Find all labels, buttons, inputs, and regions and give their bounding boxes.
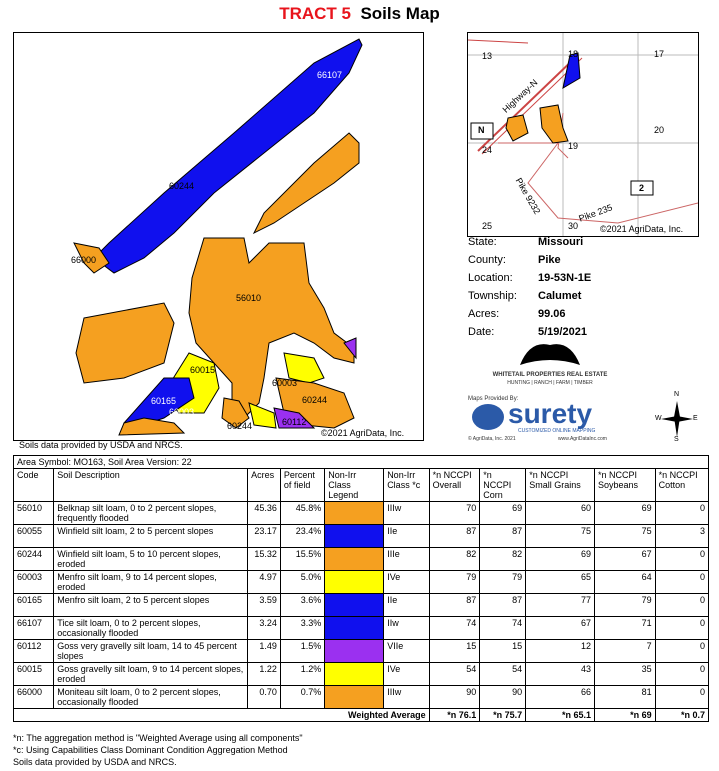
nccpi-overall: 15 bbox=[429, 640, 480, 663]
nccpi-overall: 54 bbox=[429, 663, 480, 686]
class-legend-swatch bbox=[325, 663, 384, 686]
soil-percent: 1.2% bbox=[280, 663, 324, 686]
soil-code: 66107 bbox=[14, 617, 54, 640]
map-label: 66000 bbox=[71, 255, 97, 265]
weighted-corn: *n 75.7 bbox=[480, 709, 526, 722]
nccpi-overall: 79 bbox=[429, 571, 480, 594]
col-header: Percent of field bbox=[280, 469, 324, 502]
legend-color bbox=[325, 571, 383, 593]
nccpi-small-grains: 60 bbox=[526, 502, 595, 525]
nccpi-corn: 74 bbox=[480, 617, 526, 640]
acres-label: Acres: bbox=[468, 308, 500, 320]
globe-icon bbox=[472, 404, 504, 430]
road-label: Highway-N bbox=[500, 77, 540, 115]
nccpi-corn: 90 bbox=[480, 686, 526, 709]
soil-description: Winfield silt loam, 5 to 10 percent slopes, eroded bbox=[54, 548, 248, 571]
table-row bbox=[14, 686, 709, 709]
map-label: 60003 bbox=[272, 378, 298, 388]
nccpi-cotton: 0 bbox=[655, 594, 708, 617]
location-label: Location: bbox=[468, 272, 513, 284]
table-row bbox=[14, 502, 709, 525]
legend-color bbox=[325, 502, 383, 524]
soil-description: Goss gravelly silt loam, 9 to 14 percent slopes, eroded bbox=[54, 663, 248, 686]
nccpi-soybeans: 71 bbox=[594, 617, 655, 640]
road-label: Pike 9232 bbox=[513, 176, 543, 216]
surety-tagline: CUSTOMIZED ONLINE MAPPING bbox=[518, 428, 596, 434]
compass-rose bbox=[655, 391, 699, 443]
soil-acres: 15.32 bbox=[248, 548, 281, 571]
soil-acres: 3.59 bbox=[248, 594, 281, 617]
col-header: *n NCCPI Corn bbox=[480, 469, 526, 502]
soil-description: Belknap silt loam, 0 to 2 percent slopes, frequently flooded bbox=[54, 502, 248, 525]
soil-description: Tice silt loam, 0 to 2 percent slopes, occasionally flooded bbox=[54, 617, 248, 640]
weighted-label: Weighted Average bbox=[14, 709, 430, 722]
inset-section: 30 bbox=[568, 221, 579, 231]
footnote: *c: Using Capabilities Class Dominant Condition Aggregation Method bbox=[13, 745, 288, 755]
whitetail-tagline: HUNTING | RANCH | FARM | TIMBER bbox=[507, 380, 593, 386]
soil-code: 66000 bbox=[14, 686, 54, 709]
inset-copyright: ©2021 AgriData, Inc. bbox=[600, 224, 684, 234]
township-value: Calumet bbox=[538, 290, 582, 302]
state-value: Missouri bbox=[538, 236, 584, 248]
footnote: *n: The aggregation method is "Weighted Average using all components" bbox=[13, 733, 303, 743]
nccpi-corn: 87 bbox=[480, 594, 526, 617]
soil-description: Winfield silt loam, 2 to 5 percent slopes bbox=[54, 525, 248, 548]
legend-color bbox=[325, 663, 383, 685]
soil-code: 56010 bbox=[14, 502, 54, 525]
class-legend-swatch bbox=[325, 640, 384, 663]
location-value: 19-53N-1E bbox=[538, 272, 592, 284]
nccpi-small-grains: 43 bbox=[526, 663, 595, 686]
compass-s: S bbox=[674, 436, 679, 443]
map-label: 60244 bbox=[302, 395, 328, 405]
township-label: Township: bbox=[468, 290, 517, 302]
nccpi-soybeans: 75 bbox=[594, 525, 655, 548]
nccpi-small-grains: 69 bbox=[526, 548, 595, 571]
soil-description: Menfro silt loam, 2 to 5 percent slopes bbox=[54, 594, 248, 617]
col-header: Non-Irr Class Legend bbox=[325, 469, 384, 502]
surety-wordmark: surety bbox=[508, 398, 593, 429]
non-irr-class: IIIw bbox=[384, 502, 429, 525]
inset-section: 25 bbox=[482, 221, 493, 231]
legend-color bbox=[325, 617, 383, 639]
non-irr-class: IVe bbox=[384, 663, 429, 686]
nccpi-small-grains: 77 bbox=[526, 594, 595, 617]
class-legend-swatch bbox=[325, 617, 384, 640]
nccpi-overall: 70 bbox=[429, 502, 480, 525]
map-label: 60015 bbox=[190, 365, 216, 375]
inset-section: 24 bbox=[482, 145, 493, 155]
nccpi-cotton: 0 bbox=[655, 502, 708, 525]
title-text: Soils Map bbox=[360, 4, 440, 23]
nccpi-small-grains: 75 bbox=[526, 525, 595, 548]
soil-percent: 23.4% bbox=[280, 525, 324, 548]
table-row bbox=[14, 548, 709, 571]
legend-color bbox=[325, 548, 383, 570]
nccpi-small-grains: 65 bbox=[526, 571, 595, 594]
date-value: 5/19/2021 bbox=[538, 326, 587, 338]
soil-description: Menfro silt loam, 9 to 14 percent slopes, eroded bbox=[54, 571, 248, 594]
soil-percent: 15.5% bbox=[280, 548, 324, 571]
legend-color bbox=[325, 525, 383, 547]
class-legend-swatch bbox=[325, 571, 384, 594]
col-header: Soil Description bbox=[54, 469, 248, 502]
table-row bbox=[14, 617, 709, 640]
tract-label: TRACT 5 bbox=[279, 4, 351, 23]
class-legend-swatch bbox=[325, 594, 384, 617]
table-header-row bbox=[14, 469, 709, 502]
state-label: State: bbox=[468, 236, 497, 248]
nccpi-cotton: 0 bbox=[655, 686, 708, 709]
soil-description: Goss very gravelly silt loam, 14 to 45 percent slopes bbox=[54, 640, 248, 663]
soils-table bbox=[13, 455, 709, 722]
inset-section: 13 bbox=[482, 51, 493, 61]
soil-percent: 3.3% bbox=[280, 617, 324, 640]
nccpi-corn: 82 bbox=[480, 548, 526, 571]
date-label: Date: bbox=[468, 326, 495, 338]
map-label: 56010 bbox=[236, 293, 262, 303]
nccpi-small-grains: 66 bbox=[526, 686, 595, 709]
weighted-soybeans: *n 69 bbox=[594, 709, 655, 722]
nccpi-overall: 87 bbox=[429, 594, 480, 617]
soil-percent: 1.5% bbox=[280, 640, 324, 663]
soil-acres: 1.22 bbox=[248, 663, 281, 686]
nccpi-overall: 90 bbox=[429, 686, 480, 709]
nccpi-soybeans: 7 bbox=[594, 640, 655, 663]
compass-w: W bbox=[655, 415, 662, 422]
soil-code: 60003 bbox=[14, 571, 54, 594]
soil-code: 60165 bbox=[14, 594, 54, 617]
col-header: *n NCCPI Cotton bbox=[655, 469, 708, 502]
soil-description: Moniteau silt loam, 0 to 2 percent slopes, occasionally flooded bbox=[54, 686, 248, 709]
nccpi-corn: 79 bbox=[480, 571, 526, 594]
nccpi-corn: 87 bbox=[480, 525, 526, 548]
soil-percent: 3.6% bbox=[280, 594, 324, 617]
weighted-cotton: *n 0.7 bbox=[655, 709, 708, 722]
nccpi-soybeans: 64 bbox=[594, 571, 655, 594]
table-row bbox=[14, 640, 709, 663]
soil-code: 60015 bbox=[14, 663, 54, 686]
inset-section: 17 bbox=[654, 49, 665, 59]
col-header: *n NCCPI Small Grains bbox=[526, 469, 595, 502]
non-irr-class: IIIw bbox=[384, 686, 429, 709]
non-irr-class: IIe bbox=[384, 594, 429, 617]
soil-code: 60055 bbox=[14, 525, 54, 548]
nccpi-overall: 74 bbox=[429, 617, 480, 640]
col-header: Acres bbox=[248, 469, 281, 502]
county-value: Pike bbox=[538, 254, 561, 266]
nccpi-cotton: 0 bbox=[655, 640, 708, 663]
legend-color bbox=[325, 686, 383, 708]
soil-acres: 23.17 bbox=[248, 525, 281, 548]
map-label: 60055 bbox=[301, 133, 327, 143]
non-irr-class: IVe bbox=[384, 571, 429, 594]
soils-map[interactable] bbox=[13, 32, 424, 441]
inset-section: 19 bbox=[568, 141, 579, 151]
maps-provided: Maps Provided By: bbox=[468, 396, 519, 402]
nccpi-soybeans: 35 bbox=[594, 663, 655, 686]
map-label: 60244 bbox=[227, 421, 253, 431]
nccpi-overall: 82 bbox=[429, 548, 480, 571]
table-row bbox=[14, 571, 709, 594]
soil-code: 60112 bbox=[14, 640, 54, 663]
nccpi-cotton: 3 bbox=[655, 525, 708, 548]
inset-map[interactable] bbox=[467, 32, 699, 237]
nccpi-corn: 54 bbox=[480, 663, 526, 686]
nccpi-cotton: 0 bbox=[655, 571, 708, 594]
soil-code: 60244 bbox=[14, 548, 54, 571]
map-copyright: ©2021 AgriData, Inc. bbox=[321, 428, 405, 438]
weighted-small-grains: *n 65.1 bbox=[526, 709, 595, 722]
nccpi-soybeans: 67 bbox=[594, 548, 655, 571]
class-legend-swatch bbox=[325, 548, 384, 571]
nccpi-cotton: 0 bbox=[655, 617, 708, 640]
col-header: Code bbox=[14, 469, 54, 502]
class-legend-swatch bbox=[325, 502, 384, 525]
col-header: *n NCCPI Overall bbox=[429, 469, 480, 502]
table-row bbox=[14, 663, 709, 686]
whitetail-logo bbox=[490, 340, 610, 395]
soil-percent: 0.7% bbox=[280, 686, 324, 709]
county-label: County: bbox=[468, 254, 506, 266]
nccpi-soybeans: 79 bbox=[594, 594, 655, 617]
col-header: Non-Irr Class *c bbox=[384, 469, 429, 502]
nccpi-small-grains: 67 bbox=[526, 617, 595, 640]
map-label: 60165 bbox=[151, 396, 177, 406]
inset-section: 18 bbox=[568, 49, 579, 59]
soil-acres: 3.24 bbox=[248, 617, 281, 640]
class-legend-swatch bbox=[325, 525, 384, 548]
whitetail-name: WHITETAIL PROPERTIES REAL ESTATE bbox=[492, 372, 608, 378]
surety-copyright: © AgriData, Inc. 2021 bbox=[468, 436, 516, 442]
non-irr-class: IIIe bbox=[384, 548, 429, 571]
soil-acres: 1.49 bbox=[248, 640, 281, 663]
legend-color bbox=[325, 640, 383, 662]
acres-value: 99.06 bbox=[538, 308, 566, 320]
soil-percent: 45.8% bbox=[280, 502, 324, 525]
map-label: 60003 bbox=[169, 407, 195, 417]
nccpi-cotton: 0 bbox=[655, 548, 708, 571]
compass-n: N bbox=[674, 391, 680, 398]
north-badge: N bbox=[478, 125, 485, 135]
surety-url: www.AgriDataInc.com bbox=[558, 436, 607, 442]
soil-acres: 4.97 bbox=[248, 571, 281, 594]
footnote: Soils data provided by USDA and NRCS. bbox=[13, 757, 177, 767]
compass-e: E bbox=[693, 415, 698, 422]
non-irr-class: VIIe bbox=[384, 640, 429, 663]
nccpi-soybeans: 69 bbox=[594, 502, 655, 525]
nccpi-soybeans: 81 bbox=[594, 686, 655, 709]
source-note: Soils data provided by USDA and NRCS. bbox=[19, 440, 183, 450]
table-row bbox=[14, 594, 709, 617]
nccpi-cotton: 0 bbox=[655, 663, 708, 686]
road-label: Pike 235 bbox=[577, 202, 614, 224]
nccpi-overall: 87 bbox=[429, 525, 480, 548]
soil-acres: 45.36 bbox=[248, 502, 281, 525]
page-title bbox=[0, 4, 719, 24]
map-label: 66107 bbox=[317, 70, 343, 80]
map-label: 60112 bbox=[282, 417, 307, 427]
non-irr-class: IIw bbox=[384, 617, 429, 640]
surety-logo bbox=[468, 396, 638, 442]
map-label: 60244 bbox=[169, 181, 195, 191]
inset-section: 20 bbox=[654, 125, 665, 135]
col-header: *n NCCPI Soybeans bbox=[594, 469, 655, 502]
class-legend-swatch bbox=[325, 686, 384, 709]
nccpi-corn: 69 bbox=[480, 502, 526, 525]
weighted-average-row bbox=[14, 709, 709, 722]
table-row bbox=[14, 525, 709, 548]
nccpi-corn: 15 bbox=[480, 640, 526, 663]
soil-acres: 0.70 bbox=[248, 686, 281, 709]
inset-badge: 2 bbox=[639, 183, 645, 193]
non-irr-class: IIe bbox=[384, 525, 429, 548]
weighted-overall: *n 76.1 bbox=[429, 709, 480, 722]
area-symbol: Area Symbol: MO163, Soil Area Version: 22 bbox=[14, 456, 709, 469]
soil-percent: 5.0% bbox=[280, 571, 324, 594]
legend-color bbox=[325, 594, 383, 616]
nccpi-small-grains: 12 bbox=[526, 640, 595, 663]
